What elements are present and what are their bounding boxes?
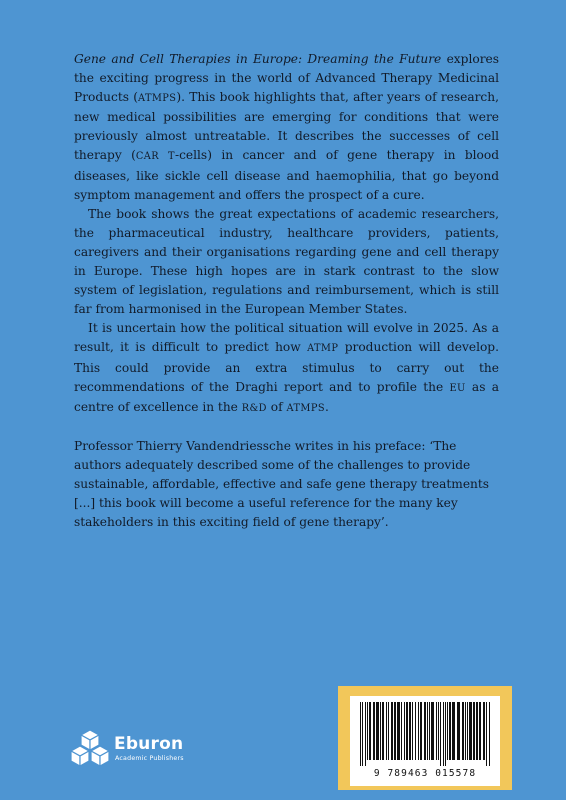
barcode-bar — [467, 702, 468, 760]
barcode-bar — [420, 702, 422, 760]
barcode-bar — [449, 702, 451, 760]
book-title: Gene and Cell Therapies in Europe: Dreaming the Future — [74, 52, 442, 66]
barcode-bar — [406, 702, 408, 760]
barcode-bar — [360, 702, 361, 766]
barcode-bar — [445, 702, 446, 766]
barcode-bar — [452, 702, 455, 760]
barcode-bar — [424, 702, 426, 760]
barcode-bar — [483, 702, 485, 760]
blurb-paragraph-3: It is uncertain how the political situation will evolve in 2025. As a result, it is difficult to predict how ATMP production will develop. This could provide an extra stimulus to carry out the recommendations of the Draghi report and to profile the EU as a centre of excellence in the R&D of ATMPS. — [74, 321, 499, 414]
barcode-bar — [415, 702, 416, 760]
barcode-bar — [391, 702, 393, 760]
barcode-bar — [362, 702, 363, 766]
barcode-bar — [388, 702, 389, 760]
barcode-bar — [401, 702, 402, 760]
barcode-bar — [376, 702, 379, 760]
barcode-bar — [476, 702, 478, 760]
barcode-bar — [397, 702, 400, 760]
barcode-bar — [473, 702, 475, 760]
publisher-subtitle: Academic Publishers — [115, 755, 184, 762]
barcode-bar — [486, 702, 487, 766]
barcode-bar — [373, 702, 375, 760]
barcode-bar — [394, 702, 396, 760]
barcode-bar — [386, 702, 387, 760]
barcode-bar — [380, 702, 381, 760]
barcode-bar — [479, 702, 481, 760]
barcode-bar — [465, 702, 466, 760]
barcode-bar — [369, 702, 371, 760]
barcode-bar — [365, 702, 366, 766]
preface-quote: Professor Thierry Vandendriessche writes in his preface: ‘The authors adequately described some of the challenges to provide sustainable, affordable, effective and safe gene therapy treatments [...] this book will become a useful reference for the many key stakeholders in this exciting field of gene therapy’. — [74, 438, 490, 530]
publisher-logo — [70, 724, 230, 774]
barcode-bar — [443, 702, 444, 766]
barcode-bar — [418, 702, 419, 760]
barcode-bar — [409, 702, 411, 760]
barcode-bar — [404, 702, 405, 760]
barcode-bar — [436, 702, 437, 760]
barcode-bar — [440, 702, 441, 766]
back-cover-blurb — [74, 50, 499, 532]
barcode-frame — [338, 686, 512, 790]
barcode-bar — [431, 702, 434, 760]
barcode-bar — [429, 702, 430, 760]
barcode-bar — [412, 702, 413, 760]
barcode-bar — [447, 702, 448, 760]
isbn-number: 9 789463 015578 — [373, 768, 477, 779]
barcode-bar — [469, 702, 472, 760]
barcode-bar — [462, 702, 464, 760]
blurb-paragraph-2: The book shows the great expectations of academic researchers, the pharmaceutical industry, healthcare providers, patients, caregivers and their organisations regarding gene and cell therapy in Europe. These high hopes are in stark contrast to the slow system of legislation, regulations and reimbursement, which is still far from harmonised in the European Member States. — [74, 206, 499, 317]
barcode-bar — [438, 702, 439, 760]
publisher-name: Eburon — [114, 734, 184, 754]
eburon-cubes-icon — [70, 728, 110, 768]
barcode-bar — [367, 702, 368, 760]
barcode-label — [350, 696, 500, 786]
barcode-bar — [382, 702, 384, 760]
isbn-barcode — [358, 702, 492, 766]
barcode-bar — [427, 702, 428, 760]
barcode-bar — [489, 702, 490, 766]
blurb-paragraph-1: Gene and Cell Therapies in Europe: Dreaming the Future explores the exciting progress in the world of Advanced Therapy Medicinal Products (ATMPS). This book highlights that, after years of research, new medical possibilities are emerging for conditions that were previously almost untreatable. It describes the successes of cell therapy (CAR T-cells) in cancer and of gene therapy in blood diseases, like sickle cell disease and haemophilia, that go beyond symptom management and offers the prospect of a cure. — [74, 52, 499, 202]
barcode-bar — [457, 702, 460, 760]
